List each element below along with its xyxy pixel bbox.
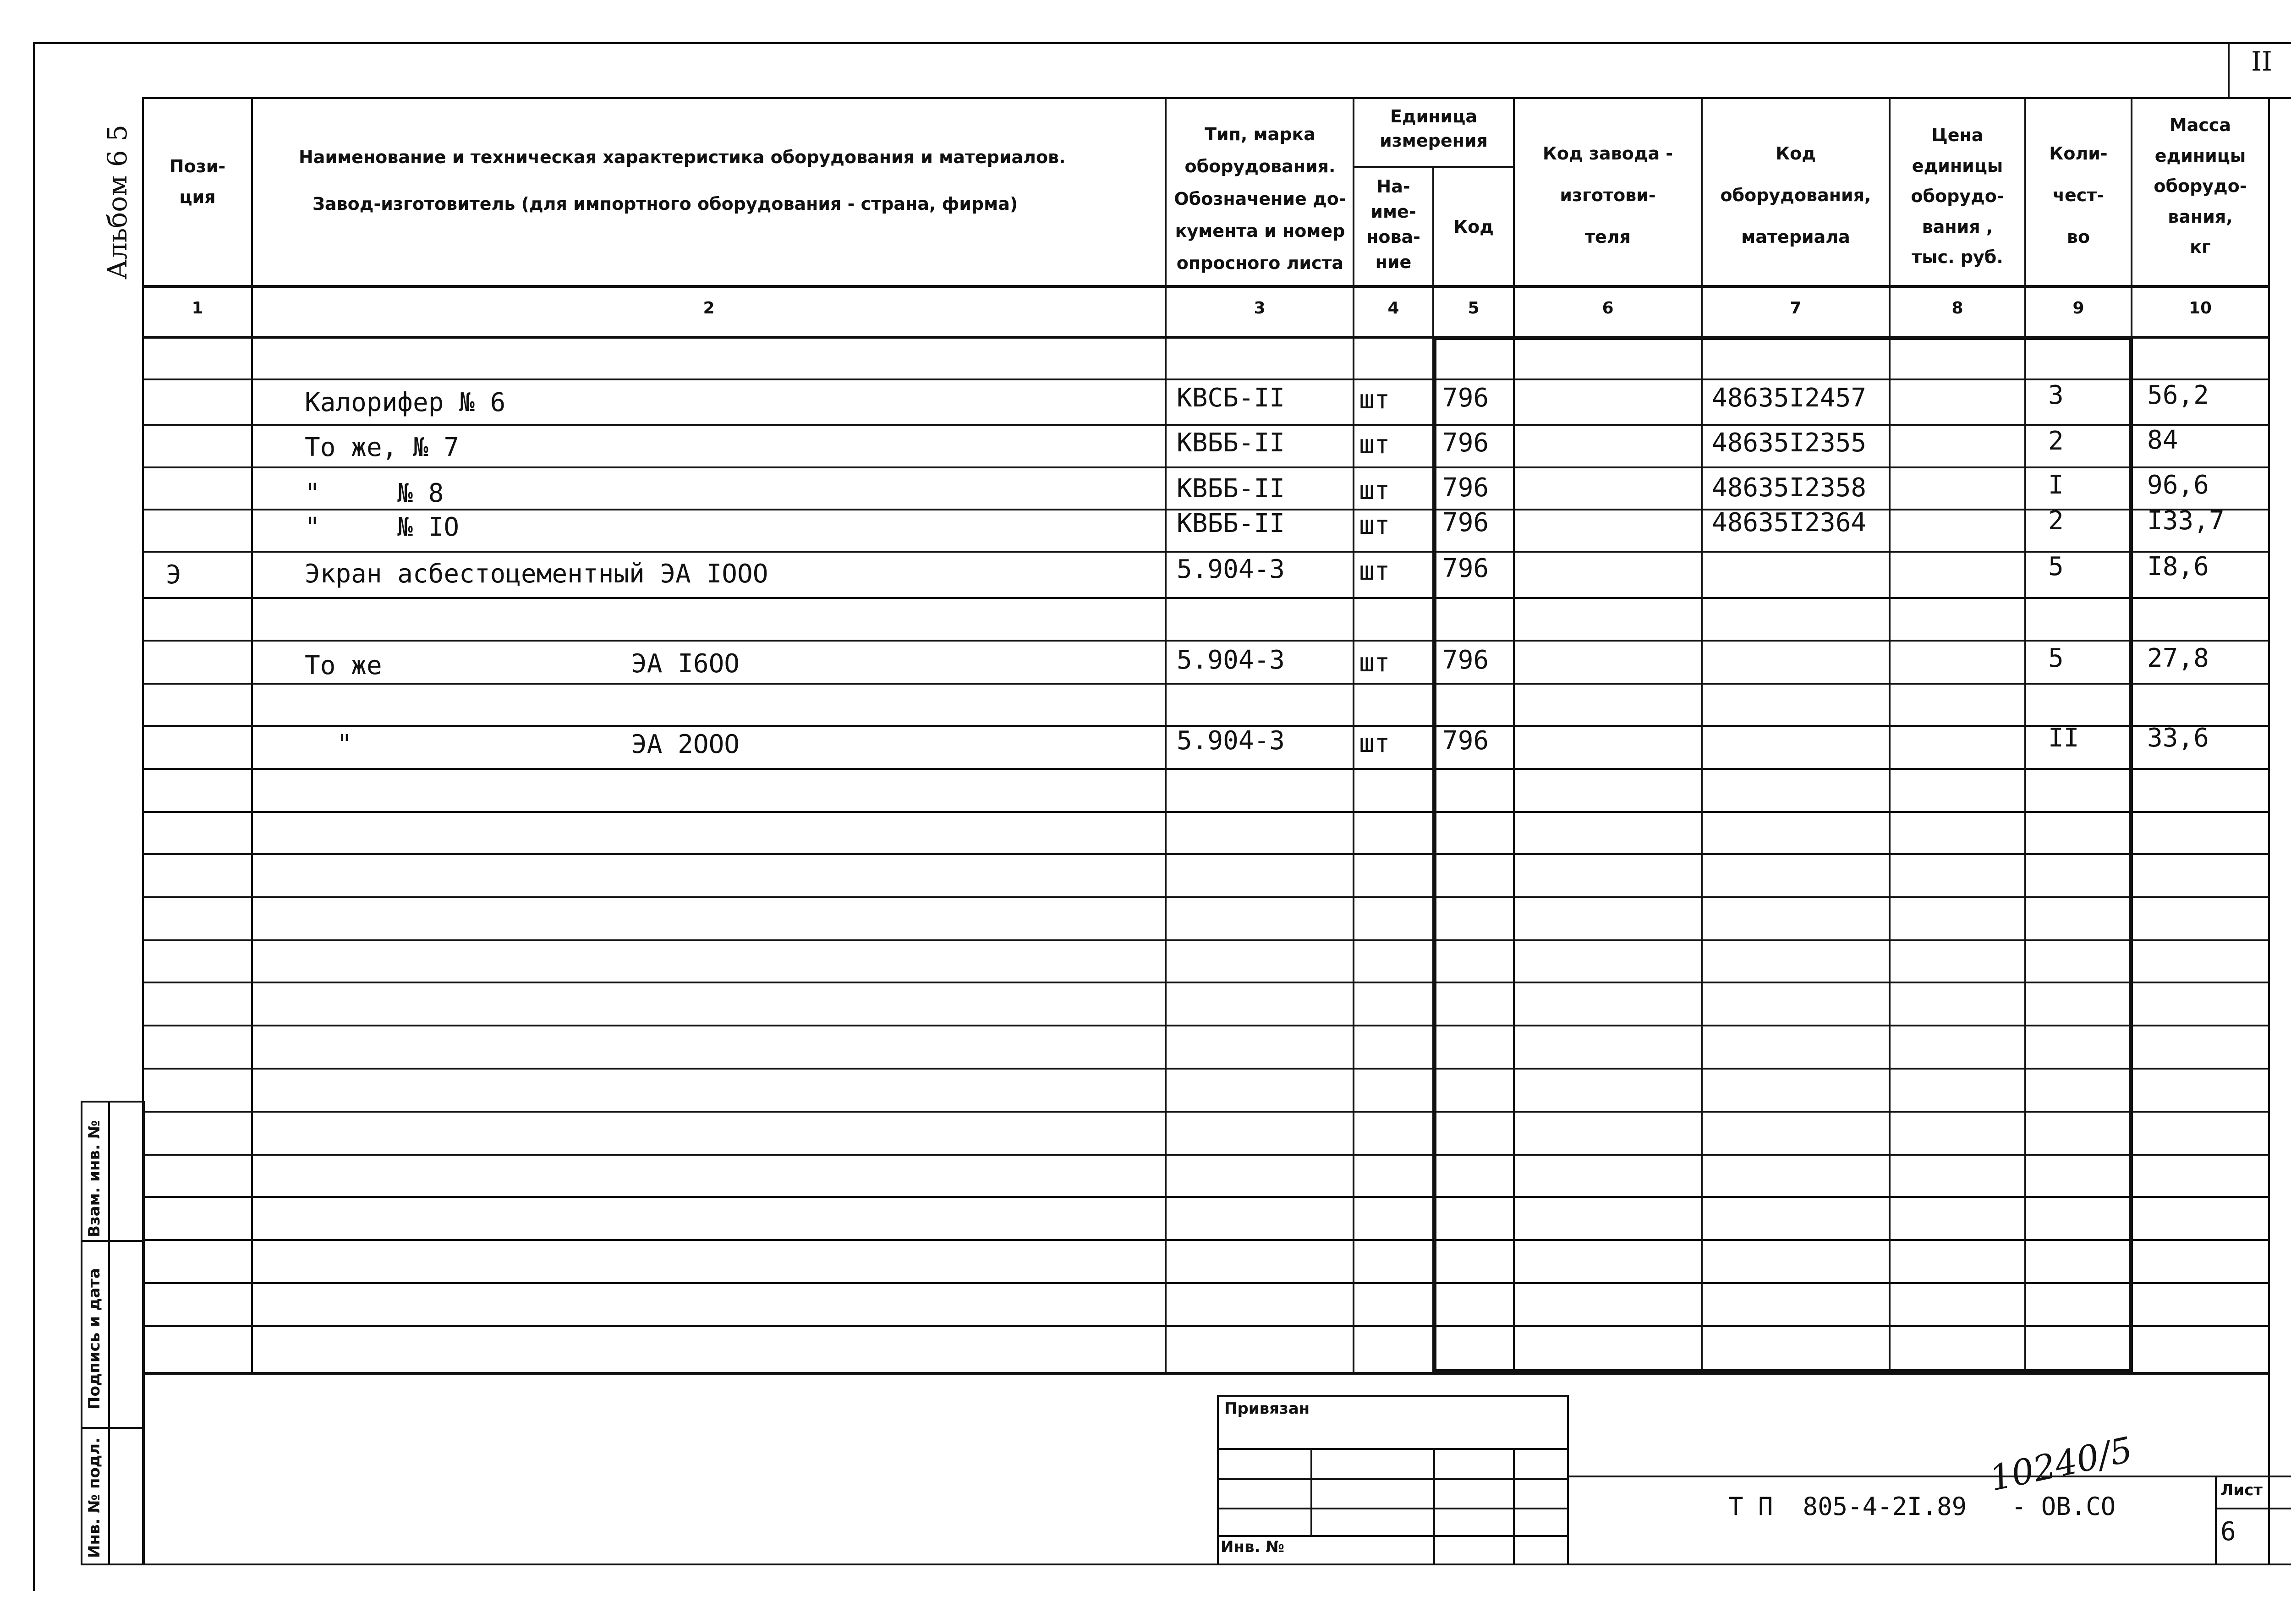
row-type: 5.904-3 [1177,554,1285,584]
col-number: 7 [1790,299,1802,318]
row-line [142,853,2270,855]
row-name: Калорифер № 6 [305,388,506,417]
row-qty: 3 [2048,380,2064,410]
header-unit-code: Код [1453,217,1494,237]
header-bottom-line [142,285,2270,288]
header-mass: Масса единицы оборудо- вания, кг [2154,115,2247,257]
row-qty: II [2048,723,2079,753]
col-number: 10 [2188,299,2212,318]
row-line [142,640,2270,642]
header-position: Пози- ция [169,156,226,207]
row-unit-code: 796 [1442,473,1489,503]
outer-frame-top [33,42,2291,44]
col-line-3 [1353,97,1354,1373]
col-line-8 [2024,97,2026,1373]
row-line [142,811,2270,813]
row-line [142,1282,2270,1284]
row-qty: 2 [2048,426,2064,456]
row-unit-code: 796 [1442,726,1489,756]
binding-col [1310,1448,1312,1535]
binding-line [1217,1508,1569,1509]
binding-line [1217,1478,1569,1480]
row-line [142,1111,2270,1113]
row-name: " [337,730,352,759]
album-label: Альбом 6 5 [102,125,133,280]
header-unit-name: На- име- нова- ние [1366,176,1420,273]
sheet-number-divider [2215,1508,2291,1509]
binding-line [1217,1535,1569,1537]
side-stamp-inv-podl: Инв. № подл. [85,1437,104,1558]
row-mass: 84 [2147,425,2178,455]
col-number: 1 [192,299,203,318]
row-mass: 33,6 [2147,723,2209,753]
row-line [142,1025,2270,1026]
row-type: КВСБ-II [1177,383,1285,413]
row-line [142,551,2270,553]
side-stamp-vzam: Взам. инв. № [85,1120,104,1237]
col-number: 2 [703,299,715,318]
row-line [142,1196,2270,1198]
col-line-2 [1165,97,1167,1373]
sheet-number: 6 [2220,1517,2236,1547]
col-line-6 [1701,97,1703,1373]
row-unit: шт [1359,729,1390,758]
row-mass: 56,2 [2147,380,2209,410]
row-unit: шт [1359,510,1390,540]
row-unit: шт [1359,556,1390,586]
binding-col [1433,1448,1435,1565]
row-name: То же, № 7 [305,433,460,462]
row-line [142,1325,2270,1327]
row-line [142,939,2270,941]
header-unit-group: Единица измерения [1380,106,1488,151]
row-line [142,424,2270,426]
header-factory-code: Код завода - изготови- теля [1542,143,1673,247]
header-price: Цена единицы оборудо- вания , тыс. руб. [1911,125,2004,267]
row-qty: 5 [2048,643,2064,673]
thick-top [1432,336,2133,340]
row-position: Э [166,560,181,590]
row-line [142,683,2270,685]
row-mass: 96,6 [2147,470,2209,500]
col-number: 8 [1951,299,1963,318]
doc-code-line [1569,1476,2291,1477]
row-unit-code: 796 [1442,428,1489,458]
row-name: " № 8 [305,478,444,508]
row-line [142,1068,2270,1070]
row-name-detail: ЭА I6OO [631,649,740,679]
row-unit-code: 796 [1442,383,1489,413]
row-type: КВББ-II [1177,474,1285,504]
row-type: 5.904-3 [1177,645,1285,675]
row-mass: I8,6 [2147,552,2209,582]
header-type: Тип, марка оборудования. Обозначение до- кумента и номер опросного листа [1174,124,1346,274]
row-line [142,597,2270,599]
row-line [142,379,2270,380]
row-unit: шт [1359,430,1390,460]
row-type: 5.904-3 [1177,726,1285,756]
row-name-detail: ЭА 2OOO [631,730,740,759]
row-mass: 27,8 [2147,643,2209,673]
side-stamp-line [81,1240,145,1242]
inventory-label: Инв. № [1221,1538,1285,1556]
row-line [142,982,2270,983]
col-line-1 [251,97,253,1373]
row-line [142,768,2270,770]
side-stamp-line [81,1427,145,1429]
col-number: 4 [1387,299,1399,318]
row-qty: 5 [2048,552,2064,582]
side-stamp-divider [108,1101,110,1565]
sheet-label: Лист [2220,1481,2263,1499]
handwritten-number: 10240/5 [1986,1429,2136,1499]
row-line [142,896,2270,898]
row-type: КВББ-II [1177,509,1285,538]
row-equip-code: 48635I2364 [1712,508,1867,538]
col-number: 9 [2072,299,2084,318]
table-body-bottom [142,1372,2270,1375]
col-number: 3 [1254,299,1266,318]
header-equip-code: Код оборудования, материала [1720,143,1871,247]
side-stamp-podpis: Подпись и дата [85,1268,104,1410]
row-equip-code: 48635I2355 [1712,428,1867,458]
row-equip-code: 48635I2457 [1712,383,1867,413]
sheet-corner-label: II [2251,46,2272,77]
row-line [142,1154,2270,1156]
col-number: 6 [1602,299,1614,318]
row-name: " № IO [305,512,460,542]
row-unit: шт [1359,648,1390,678]
col-line-7 [1889,97,1891,1373]
header-name-line2: Завод-изготовитель (для импортного оборудования - страна, фирма) [312,194,1018,214]
row-unit: шт [1359,476,1390,505]
document-code: Т П 805-4-2I.89 - ОВ.СО [1728,1492,2116,1521]
row-equip-code: 48635I2358 [1712,473,1867,503]
row-unit-code: 796 [1442,508,1489,538]
outer-frame-left [33,42,35,1591]
binding-line [1217,1448,1569,1450]
row-qty: 2 [2048,506,2064,536]
row-unit: шт [1359,385,1390,415]
header-name-line1: Наименование и техническая характеристика оборудования и материалов. [299,147,1066,167]
row-name: То же [305,651,382,680]
row-unit-code: 796 [1442,645,1489,675]
col-number: 5 [1468,299,1480,318]
row-unit-code: 796 [1442,554,1489,583]
header-quantity: Коли- чест- во [2049,143,2108,247]
row-line [142,466,2270,468]
row-qty: I [2048,470,2064,500]
row-mass: I33,7 [2147,506,2225,536]
row-name: Экран асбестоцементный ЭА IOOO [305,559,768,589]
row-line [142,1239,2270,1241]
row-type: КВББ-II [1177,428,1285,458]
binding-col [1513,1448,1515,1565]
binding-label: Привязан [1224,1399,1310,1418]
col-line-5 [1513,97,1515,1373]
